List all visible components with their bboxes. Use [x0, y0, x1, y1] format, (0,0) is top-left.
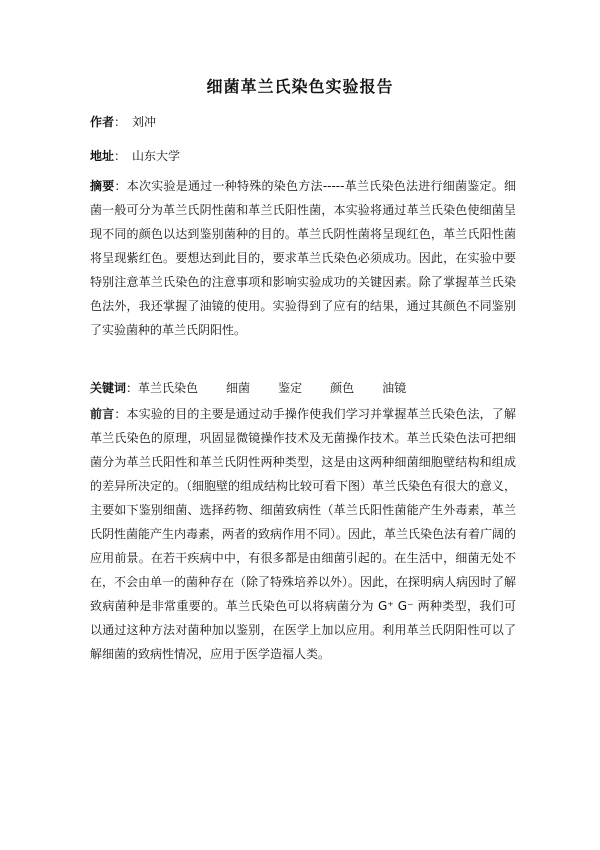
- abstract-paragraph: [90, 174, 516, 342]
- keywords-line: [90, 380, 434, 396]
- author-colon: ：: [114, 115, 127, 129]
- introduction-paragraph: [90, 402, 516, 666]
- keyword-item: 细菌: [226, 381, 251, 395]
- keywords-colon: ：: [126, 381, 139, 395]
- introduction-colon: ：: [114, 407, 127, 421]
- address-value: 山东大学: [132, 149, 181, 163]
- abstract-text: 本次实验是通过一种特殊的染色方法-----革兰氏染色法进行细菌鉴定。细菌一般可分为革兰氏阴性菌和革兰氏阳性菌，本实验将通过革兰氏染色使细菌呈现不同的颜色以达到鉴别菌种的目的。革兰氏阴性菌将呈现红色，革兰氏阳性菌将呈现紫红色。要想达到此目的，要求革兰氏染色必须成功。因此，在实验中要特别注意革兰氏染色的注意事项和影响实验成功的关键因素。除了掌握革兰氏染色法外，我还掌握了油镜的使用。实验得到了应有的结果，通过其颜色不同鉴别了实验菌种的革兰氏阴阳性。: [90, 179, 516, 337]
- abstract-label: 摘要: [90, 179, 115, 193]
- abstract-colon: ：: [114, 179, 127, 193]
- author-label: 作者: [90, 115, 115, 129]
- author-value: 刘冲: [132, 115, 157, 129]
- page-title: 细菌革兰氏染色实验报告: [206, 77, 394, 96]
- keywords-label: 关键词: [90, 381, 127, 395]
- address-label: 地址: [90, 149, 115, 163]
- keyword-item: 颜色: [330, 381, 355, 395]
- introduction-label: 前言: [90, 407, 115, 421]
- address-line: [90, 148, 180, 164]
- keyword-item: 革兰氏染色: [138, 381, 199, 395]
- address-colon: ：: [114, 149, 127, 163]
- introduction-text: 本实验的目的主要是通过动手操作使我们学习并掌握革兰氏染色法，了解革兰氏染色的原理，巩固显微镜操作技术及无菌操作技术。革兰氏染色法可把细菌分为革兰氏阳性和革兰氏阴性两种类型，这是由这两种细菌细胞壁结构和组成的差异所决定的。（细胞壁的组成结构比较可看下图）革兰氏染色有很大的意义，主要如下鉴别细菌、选择药物、细菌致病性（革兰氏阳性菌能产生外毒素，革兰氏阴性菌能产生内毒素，两者的致病作用不同）。因此，革兰氏染色法有着广阔的应用前景。在若干疾病中中，有很多都是由细菌引起的。在生活中，细菌无处不在，不会由单一的菌种存在（除了特殊培养以外）。因此，在探明病人病因时了解致病菌种是非常重要的。革兰氏染色可以将病菌分为 G⁺ G⁻ 两种类型，我们可以通过这种方法对菌种加以鉴别，在医学上加以应用。利用革兰氏阴阳性可以了解细菌的致病性情况，应用于医学造福人类。: [90, 407, 517, 661]
- author-line: [90, 114, 156, 130]
- keyword-item: 鉴定: [278, 381, 303, 395]
- keyword-item: 油镜: [382, 381, 407, 395]
